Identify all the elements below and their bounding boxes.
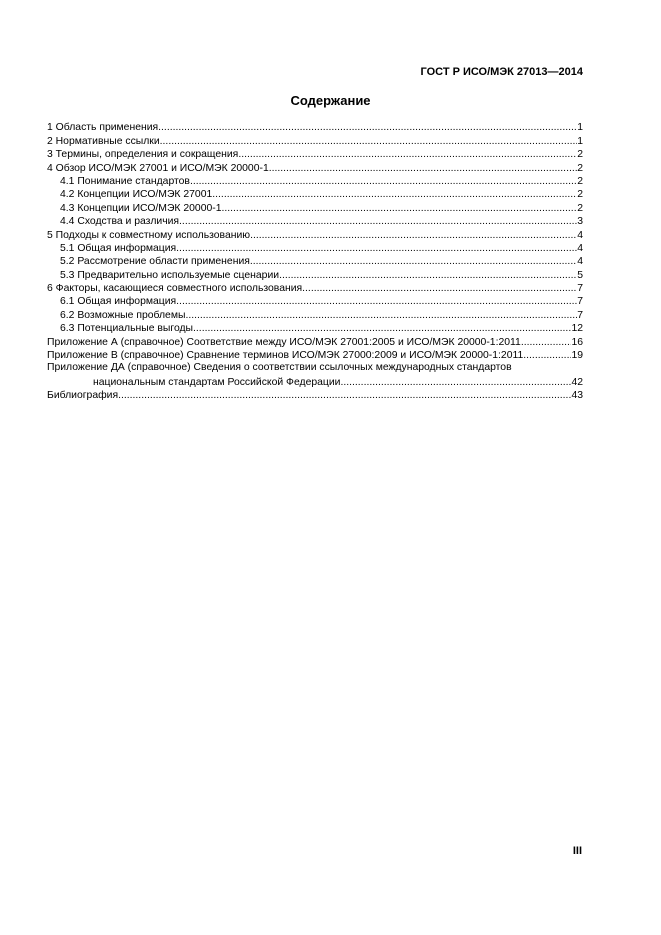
toc-entry-page: 2 <box>577 149 583 161</box>
toc-entry[interactable] <box>47 188 583 201</box>
toc-leader-dots <box>212 189 577 201</box>
toc-entry-page: 4 <box>577 256 583 268</box>
toc-entry-page: 2 <box>577 162 583 174</box>
toc-entry-page: 16 <box>571 336 583 348</box>
toc-entry[interactable] <box>47 242 583 255</box>
toc-entry[interactable] <box>47 335 583 348</box>
toc-entry-text: Приложение В (справочное) Сравнение терминов ИСО/МЭК 27000:2009 и ИСО/МЭК 20000-1:2011 <box>47 350 524 362</box>
toc-entry[interactable] <box>47 349 583 362</box>
toc-entry-text: 5.3 Предварительно используемые сценарии <box>60 269 280 281</box>
toc-entry[interactable] <box>47 268 583 281</box>
toc-entry-page: 4 <box>577 229 583 241</box>
toc-leader-dots <box>176 296 577 308</box>
toc-entry-text: 6.3 Потенциальные выгоды <box>60 323 194 335</box>
toc-entry-page: 2 <box>577 175 583 187</box>
page-number: III <box>572 845 582 857</box>
toc-entry-text: Приложение А (справочное) Соответствие между ИСО/МЭК 27001:2005 и ИСО/МЭК 20000-1:2011 <box>47 336 521 348</box>
toc-entry-bibliography[interactable] <box>47 389 583 402</box>
toc-leader-dots <box>118 390 571 402</box>
toc-entry-text: национальным стандартам Российской Федерации <box>93 376 341 388</box>
table-of-contents <box>47 121 583 402</box>
toc-entry[interactable] <box>47 282 583 295</box>
toc-leader-dots <box>250 256 577 268</box>
toc-entry-annex-da-line1[interactable]: Приложение ДА (справочное) Сведения о соответствии ссылочных международных стандартов <box>47 362 512 374</box>
toc-leader-dots <box>185 310 577 322</box>
toc-entry-page: 3 <box>577 216 583 228</box>
toc-entry-text: 6.1 Общая информация <box>60 296 177 308</box>
toc-entry-page: 42 <box>571 376 583 388</box>
toc-leader-dots <box>193 323 571 335</box>
toc-leader-dots <box>250 230 577 242</box>
toc-entry-annex-da[interactable] <box>47 375 583 388</box>
toc-leader-dots <box>521 337 572 349</box>
toc-entry-page: 1 <box>577 122 583 134</box>
toc-leader-dots <box>176 243 577 255</box>
toc-entry-page: 7 <box>577 296 583 308</box>
document-code: ГОСТ Р ИСО/МЭК 27013—2014 <box>420 66 583 78</box>
toc-entry-text: 2 Нормативные ссылки <box>47 135 160 147</box>
toc-entry-page: 4 <box>577 242 583 254</box>
toc-entry-text: 6.2 Возможные проблемы <box>60 309 186 321</box>
toc-entry[interactable] <box>47 201 583 214</box>
toc-entry[interactable] <box>47 121 583 134</box>
toc-entry-text: 4 Обзор ИСО/МЭК 27001 и ИСО/МЭК 20000-1 <box>47 162 269 174</box>
toc-leader-dots <box>340 377 571 389</box>
toc-entry-text: 3 Термины, определения и сокращения <box>47 149 239 161</box>
toc-entry-text: 5.1 Общая информация <box>60 242 177 254</box>
toc-entry-text: Библиография <box>47 390 119 402</box>
toc-entry-text: 4.1 Понимание стандартов <box>60 175 190 187</box>
toc-leader-dots <box>158 122 577 134</box>
toc-entry-text: 5 Подходы к совместному использованию <box>47 229 251 241</box>
toc-leader-dots <box>190 176 577 188</box>
toc-title: Содержание <box>290 93 371 108</box>
toc-entry-page: 7 <box>577 309 583 321</box>
toc-entry-text: 1 Область применения <box>47 122 159 134</box>
toc-leader-dots <box>179 216 577 228</box>
toc-leader-dots <box>523 350 571 362</box>
toc-entry[interactable] <box>47 175 583 188</box>
toc-leader-dots <box>279 270 577 282</box>
toc-entry[interactable] <box>47 161 583 174</box>
toc-leader-dots <box>160 136 578 148</box>
toc-entry[interactable] <box>47 215 583 228</box>
toc-entry-text: 4.4 Сходства и различия <box>60 216 180 228</box>
toc-entry-page: 19 <box>571 350 583 362</box>
toc-entry-text: 5.2 Рассмотрение области применения <box>60 256 250 268</box>
toc-entry[interactable] <box>47 134 583 147</box>
toc-entry[interactable] <box>47 255 583 268</box>
toc-leader-dots <box>269 163 578 175</box>
toc-leader-dots <box>302 283 577 295</box>
toc-entry[interactable] <box>47 295 583 308</box>
toc-entry[interactable] <box>47 308 583 321</box>
toc-entry-page: 12 <box>571 323 583 335</box>
toc-leader-dots <box>238 149 577 161</box>
toc-entry-page: 7 <box>577 283 583 295</box>
toc-leader-dots <box>222 203 578 215</box>
toc-entry[interactable] <box>47 148 583 161</box>
toc-entry-page: 1 <box>577 135 583 147</box>
toc-entry[interactable] <box>47 322 583 335</box>
toc-entry-page: 2 <box>577 189 583 201</box>
toc-entry-page: 43 <box>571 390 583 402</box>
toc-entry-page: 2 <box>577 202 583 214</box>
toc-entry-page: 5 <box>577 269 583 281</box>
toc-entry-text: 4.3 Концепции ИСО/МЭК 20000-1 <box>60 202 222 214</box>
toc-entry-text: 4.2 Концепции ИСО/МЭК 27001 <box>60 189 213 201</box>
toc-entry[interactable] <box>47 228 583 241</box>
toc-entry-text: 6 Факторы, касающиеся совместного использования <box>47 283 303 295</box>
